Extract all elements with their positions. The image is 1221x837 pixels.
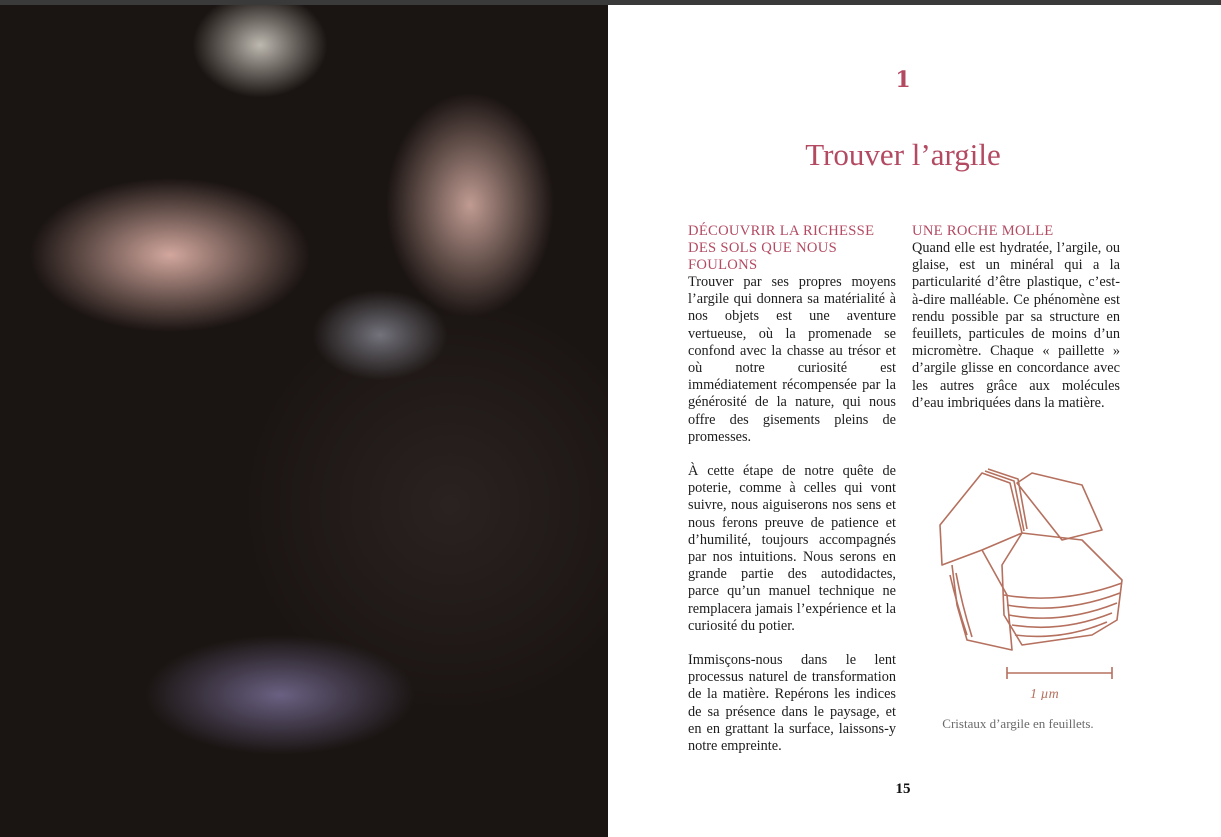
book-page-right	[609, 5, 1221, 837]
section-heading: DÉCOUVRIR LA RICHESSE DES SOLS QUE NOUS FOULONS	[688, 223, 875, 273]
photo-hands-holding-clay	[0, 5, 608, 837]
figure-caption: Cristaux d’argile en feuillets.	[942, 716, 1094, 731]
chapter-title: Trouver l’argile	[805, 137, 1001, 172]
paragraph: Trouver par ses propres moyens l’argile qui donnera sa matérialité à nos objets est une aventure vertueuse, où la promenade se confond avec la chasse au trésor et où notre curiosité est immédiatement récompensée par la générosité de la nature, qui nous offre des gisements pleins de promesses.	[688, 274, 896, 445]
paragraph: Quand elle est hydratée, l’argile, ou glaise, est un minéral qui a la particularité d’être plastique, c’est-à-dire malléable. Ce phénomène est rendu possible par sa structure en feuillets, particules de moins d’un micromètre. Chaque « paillette » d’argile glisse en concordance avec les autres grâce aux molécules d’eau imbriquées dans la matière.	[912, 240, 1120, 411]
chapter-number: 1	[895, 67, 911, 93]
paragraph: Immisçons-nous dans le lent processus naturel de transformation de la matière. Repérons les indices de sa présence dans le paysage, et en en grattant la surface, laissons-y notre empreinte.	[688, 652, 896, 755]
clay-crystals-illustration	[912, 455, 1130, 700]
text-column-right	[912, 223, 1120, 429]
text-column-left	[688, 223, 896, 772]
paragraph: À cette étape de notre quête de poterie, comme à celles qui vont suivre, nous aiguiserons nos sens et nous ferons preuve de patience et d’humilité, toujours accompagnés par nos intuitions. Nous serons en grande partie des autodidactes, parce qu’un manuel technique ne remplacera jamais l’expérience et la curiosité du potier.	[688, 463, 896, 634]
page-number: 15	[895, 781, 911, 797]
section-heading: UNE ROCHE MOLLE	[912, 223, 1054, 239]
scale-label: 1 µm	[1030, 687, 1059, 700]
